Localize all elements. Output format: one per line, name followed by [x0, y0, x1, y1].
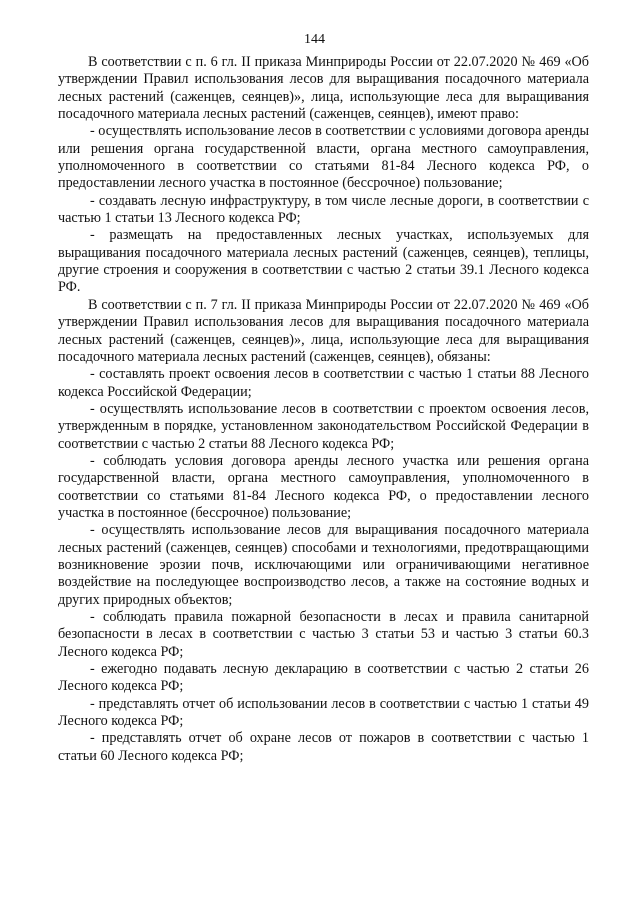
list-item: - соблюдать условия договора аренды лесного участка или решения органа государственной власти, органа местного самоуправления, уполномоченного в соответствии со статьями 81-84 Лесного кодекса РФ, о предоставлении лесного участка в постоянное (бессрочное) пользование;	[58, 452, 589, 521]
list-item: - ежегодно подавать лесную декларацию в соответствии с частью 2 статьи 26 Лесного кодекса РФ;	[58, 661, 589, 695]
list-item: - размещать на предоставленных лесных участках, используемых для выращивания посадочного материала лесных растений (саженцев, сеянцев), теплицы, другие строения и сооружения в соответствии с частью 2 статьи 39.1 Лесного кодекса РФ.	[58, 227, 589, 296]
list-item: - осуществлять использование лесов в соответствии с проектом освоения лесов, утвержденным в порядке, установленном законодательством Российской Федерации в соответствии с частью 2 статьи 88 Лесного кодекса РФ;	[58, 400, 589, 452]
page-number: 144	[304, 32, 325, 47]
document-body	[58, 54, 589, 765]
list-item: - представлять отчет об использовании лесов в соответствии с частью 1 статьи 49 Лесного кодекса РФ;	[58, 695, 589, 730]
list-item: - составлять проект освоения лесов в соответствии с частью 1 статьи 88 Лесного кодекса Российской Федерации;	[58, 366, 589, 400]
list-item: - создавать лесную инфраструктуру, в том числе лесные дороги, в соответствии с частью 1 статьи 13 Лесного кодекса РФ;	[58, 192, 589, 227]
list-item: - осуществлять использование лесов для выращивания посадочного материала лесных растений (саженцев, сеянцев) способами и технологиями, предотвращающими возникновение эрозии почв, исключающими или ограничивающими негативное воздействие на последующее воспроизводство лесов, а также на состояние водных и других природных объектов;	[58, 522, 589, 608]
list-item: - представлять отчет об охране лесов от пожаров в соответствии с частью 1 статьи 60 Лесного кодекса РФ;	[58, 730, 589, 764]
list-item: - осуществлять использование лесов в соответствии с условиями договора аренды или решения органа государственной власти, органа местного самоуправления, уполномоченного в соответствии со статьями 81-84 Лесного кодекса РФ, о предоставлении лесного участка в постоянное (бессрочное) пользование;	[58, 123, 589, 192]
list-item: - соблюдать правила пожарной безопасности в лесах и правила санитарной безопасности в лесах в соответствии с частью 3 статьи 53 и частью 3 статьи 60.3 Лесного кодекса РФ;	[58, 609, 589, 660]
paragraph-rights-intro: В соответствии с п. 6 гл. II приказа Минприроды России от 22.07.2020 № 469 «Об утверждении Правил использования лесов для выращивания посадочного материала лесных растений (саженцев, сеянцев)», лица, использующие леса для выращивания посадочного материала лесных растений (саженцев, сеянцев), имеют право:	[58, 54, 589, 123]
paragraph-obligations-intro: В соответствии с п. 7 гл. II приказа Минприроды России от 22.07.2020 № 469 «Об утверждении Правил использования лесов для выращивания посадочного материала лесных растений (саженцев, сеянцев)», лица, использующие леса для выращивания посадочного материала лесных растений (саженцев, сеянцев), обязаны:	[58, 296, 589, 365]
